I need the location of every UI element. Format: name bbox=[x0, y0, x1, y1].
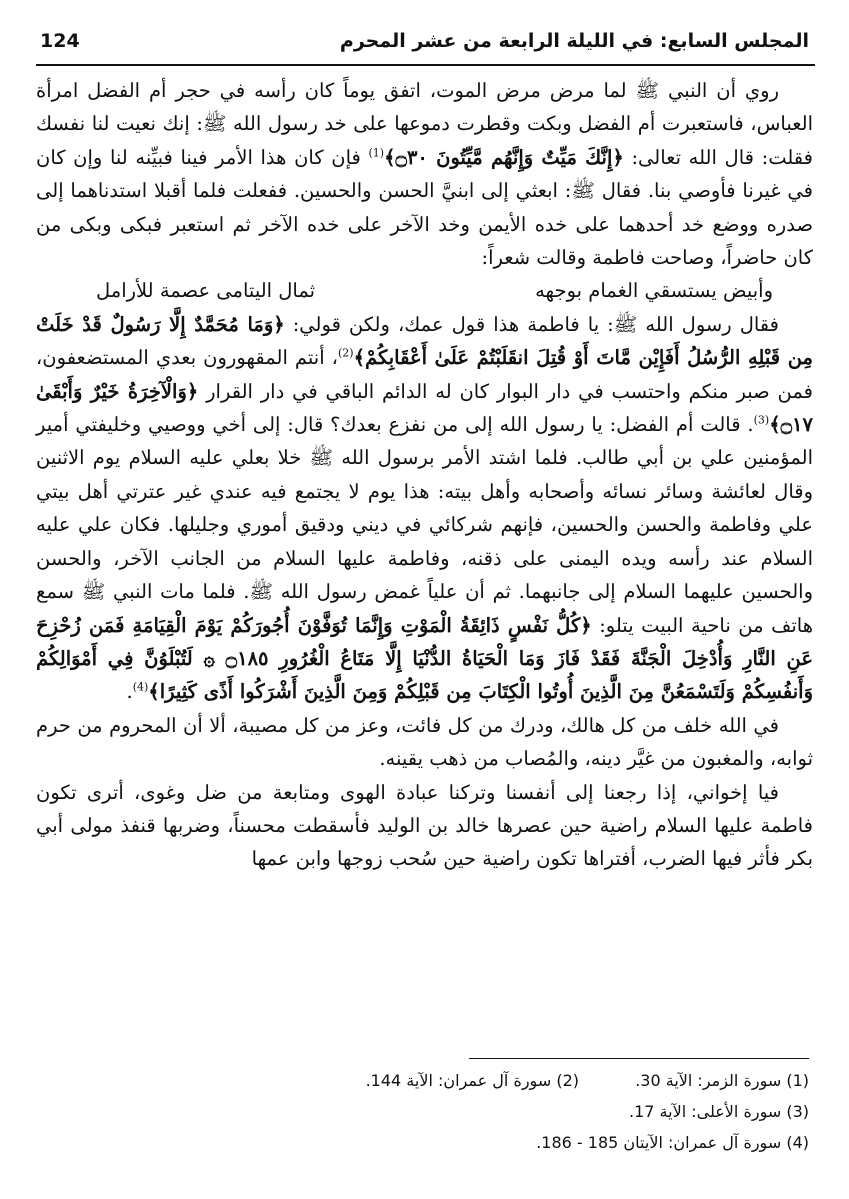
footnote-ref: (2) bbox=[337, 346, 354, 360]
main-text bbox=[36, 74, 813, 876]
footnote-ref: (4) bbox=[132, 680, 149, 694]
paragraph-3: في الله خلف من كل هالك، ودرك من كل فائت، وعز من كل مصيبة، ألا أن المحروم من حرم ثوابه، والمغبون من غيَّر دينه، والمُصاب من ذهب يقينه. bbox=[36, 713, 813, 771]
verse-first-hemistich: وأبيض يستسقي الغمام بوجهه bbox=[535, 279, 773, 303]
page-header bbox=[36, 26, 815, 66]
paragraph-1: روي أن النبي ﷺ لما مرض مرض الموت، اتفق يوماً كان رأسه في حجر أم الفضل امرأة العباس، فاستعبرت أم الفضل وبكت وقطرت دموعها على خد رسول الله ﷺ: إنك نعيت لنا نفسك فقلت: قال الله تعالى: ﴿إِنَّكَ مَيِّتٌ وَإِنَّهُم مَّيِّتُونَ ۝٣٠﴾$^{(1)}$ فإن كان هذا الأمر فينا فبيِّنه لنا وإن كان في غيرنا فأوصي بنا. فقال ﷺ: ابعثي إلى ابنيَّ الحسن والحسين. ففعلت فلما أقبلا استدناهما إلى صدره ووضع خد أحدهما على خده الأيمن وخد الآخر على خده الآخر ثم استعبر فبكى وبكى من كان حاضراً، وصاحت فاطمة وقالت شعراً: bbox=[36, 79, 813, 270]
quran-quote: ﴿كُلُّ نَفْسٍ ذَائِقَةُ الْمَوْتِ وَإِنَّمَا تُوَفَّوْنَ أُجُورَكُمْ يَوْمَ الْقِيَامَةِ فَمَن زُحْزِحَ عَنِ النَّارِ وَأُدْخِلَ الْجَنَّةَ فَقَدْ فَازَ وَمَا الْحَيَاةُ الدُّنْيَا إِلَّا مَتَاعُ الْغُرُورِ ۝١٨٥ ۞ لَتُبْلَوُنَّ فِي أَمْوَالِكُمْ وَأَنفُسِكُمْ وَلَتَسْمَعُنَّ مِنَ الَّذِينَ أُوتُوا الْكِتَابَ مِن قَبْلِكُمْ وَمِنَ الَّذِينَ أَشْرَكُوا أَذًى كَثِيرًا﴾ bbox=[36, 613, 813, 704]
quran-quote: ﴿وَمَا مُحَمَّدٌ إِلَّا رَسُولٌ قَدْ خَلَتْ مِن قَبْلِهِ الرُّسُلُ أَفَإِيْن مَّاتَ أَوْ قُتِلَ انقَلَبْتُمْ عَلَىٰ أَعْقَابِكُمْ﴾ bbox=[36, 312, 814, 370]
footnotes bbox=[36, 1058, 809, 1158]
quran-quote: ﴿وَالْآخِرَةُ خَيْرٌ وَأَبْقَىٰ ۝١٧﴾ bbox=[36, 379, 813, 437]
footnote-divider bbox=[469, 1058, 809, 1059]
paragraph-4: فيا إخواني، إذا رجعنا إلى أنفسنا وتركنا عبادة الهوى ومتابعة من ضل وغوى، أترى تكون فاطمة عليها السلام راضية حين عصرها خالد بن الوليد فأسقطت محسناً، وضربها قنفذ مولى أبي بكر فأثر فيها الضرب، أفتراها تكون راضية حين سُحب زوجها وابن عمها bbox=[36, 780, 813, 871]
footnote-3: (3) سورة الأعلى: الآية 17. bbox=[629, 1102, 809, 1121]
paragraph-2: فقال رسول الله ﷺ: يا فاطمة هذا قول عمك، ولكن قولي: ﴿وَمَا مُحَمَّدٌ إِلَّا رَسُولٌ قَدْ خَلَتْ مِن قَبْلِهِ الرُّسُلُ أَفَإِيْن مَّاتَ أَوْ قُتِلَ انقَلَبْتُمْ عَلَىٰ أَعْقَابِكُمْ﴾$^{(2)}$، أنتم المقهورون بعدي المستضعفون، فمن صبر منكم واحتسب في دار البوار كان له الدائم الباقي في دار القرار ﴿وَالْآخِرَةُ خَيْرٌ وَأَبْقَىٰ ۝١٧﴾$^{(3)}$. قالت أم الفضل: يا رسول الله إلى من نفزع بعدك؟ قال: إلى أخي ووصيي وخليفتي أمير المؤمنين علي بن أبي طالب. فلما اشتد الأمر برسول الله ﷺ خلا بعلي عليه السلام يوم الاثنين وقال لعائشة وسائر نسائه وأصحابه وأهل بيته: هذا يوم لا يجتمع فيه عندي غير عترتي أهل بيتي علي وفاطمة والحسن والحسين، فإنهم شركائي في ديني ودقيق أموري وجليلها. فكان علي عليه السلام عند رأسه ويده اليمنى على ذقنه، وفاطمة عليها السلام من الجانب الآخر، والحسن والحسين عليهما السلام إلى جانبهما. ثم أن علياً غمض رسول الله ﷺ. فلما مات النبي ﷺ سمع هاتف من ناحية البيت يتلو: ﴿كُلُّ نَفْسٍ ذَائِقَةُ الْمَوْتِ وَإِنَّمَا تُوَفَّوْنَ أُجُورَكُمْ يَوْمَ الْقِيَامَةِ فَمَن زُحْزِحَ عَنِ النَّارِ وَأُدْخِلَ الْجَنَّةَ فَقَدْ فَازَ وَمَا الْحَيَاةُ الدُّنْيَا إِلَّا مَتَاعُ الْغُرُورِ ۝١٨٥ ۞ لَتُبْلَوُنَّ فِي أَمْوَالِكُمْ وَأَنفُسِكُمْ وَلَتَسْمَعُنَّ مِنَ الَّذِينَ أُوتُوا الْكِتَابَ مِن قَبْلِكُمْ وَمِنَ الَّذِينَ أَشْرَكُوا أَذًى كَثِيرًا﴾$^{(4)}$. bbox=[36, 312, 814, 704]
footnote-2: (2) سورة آل عمران: الآية 144. bbox=[365, 1071, 579, 1090]
footnote-1: (1) سورة الزمر: الآية 30. bbox=[635, 1071, 809, 1090]
quran-quote: ﴿إِنَّكَ مَيِّتٌ وَإِنَّهُم مَّيِّتُونَ ۝٣٠﴾ bbox=[384, 145, 624, 169]
page-number: 124 bbox=[40, 30, 80, 52]
footnote-ref: (3) bbox=[753, 413, 770, 427]
verse-second-hemistich: ثمال اليتامى عصمة للأرامل bbox=[96, 279, 316, 303]
chapter-title: المجلس السابع: في الليلة الرابعة من عشر المحرم bbox=[339, 30, 809, 52]
poetry-verse bbox=[36, 274, 813, 307]
footnote-ref: (1) bbox=[368, 146, 385, 160]
footnote-4: (4) سورة آل عمران: الآيتان 185 - 186. bbox=[536, 1133, 809, 1152]
